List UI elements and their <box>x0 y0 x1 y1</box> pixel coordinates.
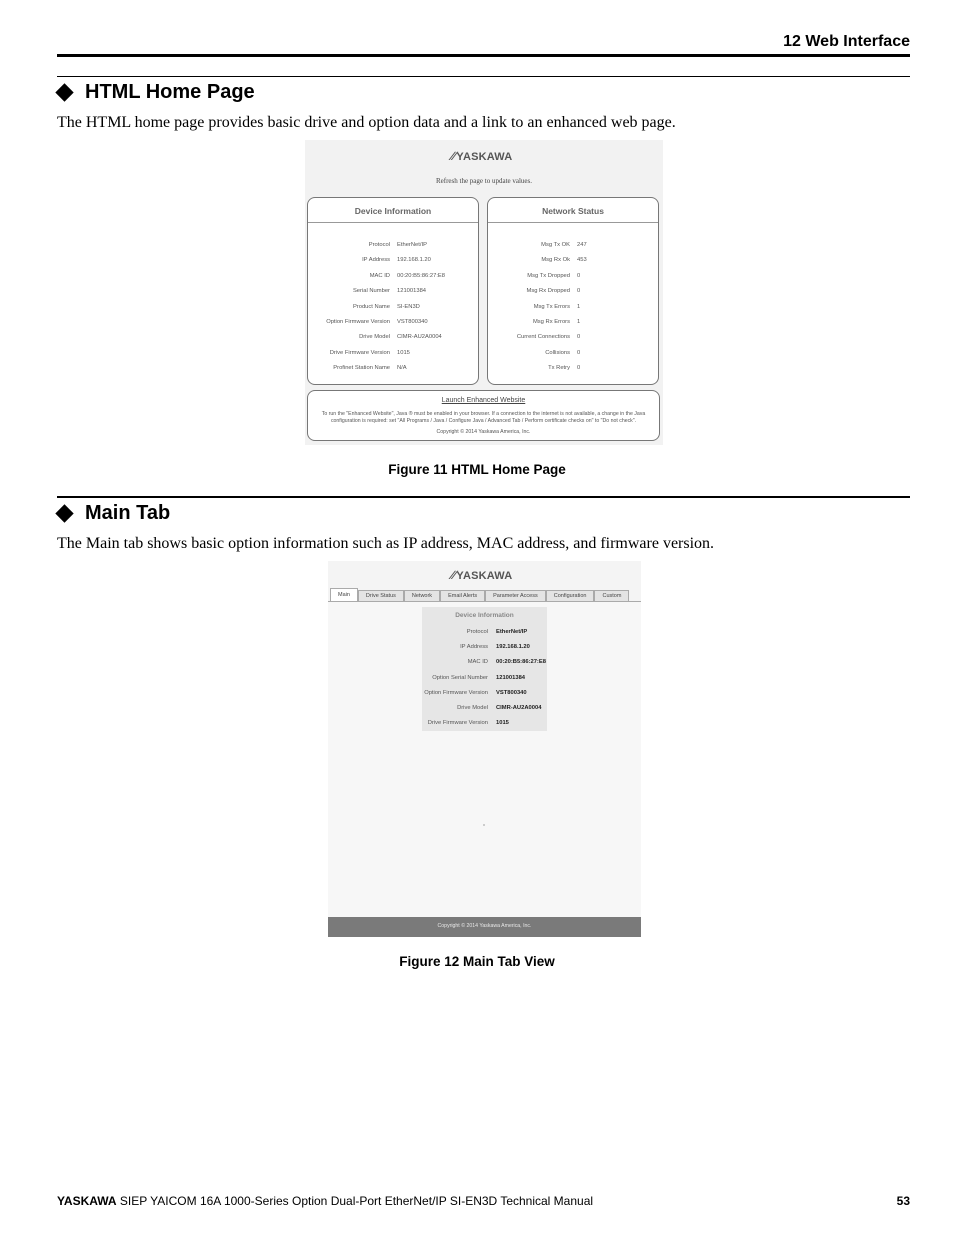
info-value: 00:20:B5:86:27:E8 <box>496 659 546 666</box>
info-row <box>308 350 478 358</box>
section-body: The Main tab shows basic option information such as IP address, MAC address, and firmware version. <box>57 535 715 552</box>
info-row <box>308 257 478 265</box>
info-label: Msg Tx Errors <box>533 303 570 310</box>
section-title: HTML Home Page <box>85 81 255 103</box>
info-value: 0 <box>577 334 581 341</box>
device-info-title: Device Information <box>308 198 478 223</box>
info-label: Option Firmware Version <box>424 689 488 696</box>
section-rule <box>57 76 910 77</box>
info-label: Drive Model <box>457 705 488 711</box>
info-value: 1 <box>577 303 581 310</box>
tab-email-alerts[interactable]: Email Alerts <box>440 590 485 601</box>
info-value: VST800340 <box>397 319 428 325</box>
section-rule-2 <box>57 496 910 498</box>
network-status-panel <box>487 197 659 385</box>
info-label: Serial Number <box>352 288 390 295</box>
yaskawa-logo: ∕∕YASKAWA <box>451 149 513 163</box>
tab-drive-status[interactable]: Drive Status <box>358 590 404 601</box>
info-row <box>308 319 478 327</box>
launch-panel <box>307 390 660 441</box>
info-value: VST800340 <box>496 689 527 696</box>
info-label: Current Connections <box>516 334 570 341</box>
tab-custom[interactable]: Custom <box>594 590 629 601</box>
copyright-text: Copyright © 2014 Yaskawa America, Inc. <box>436 429 531 435</box>
info-value: 121001384 <box>496 674 526 681</box>
device-info-title: Device Information <box>455 612 514 619</box>
tab-main[interactable]: Main <box>330 588 358 601</box>
info-row <box>308 365 478 373</box>
figure-11-caption: Figure 11 HTML Home Page <box>388 462 566 477</box>
info-label: Product Name <box>352 303 390 310</box>
info-value: 0 <box>577 288 581 295</box>
diamond-bullet-icon <box>55 83 73 101</box>
header-rule <box>57 54 910 57</box>
info-value: CIMR-AU2A0004 <box>397 334 442 341</box>
diamond-bullet-icon <box>55 504 73 522</box>
info-label: Tx Retry <box>548 365 570 372</box>
info-label: Drive Firmware Version <box>329 349 390 356</box>
info-row <box>488 365 658 373</box>
info-row <box>488 319 658 327</box>
network-status-title: Network Status <box>488 198 658 223</box>
section-title: Main Tab <box>85 502 171 524</box>
tab-bar <box>330 590 629 601</box>
info-row <box>488 273 658 281</box>
info-row <box>308 273 478 281</box>
info-row <box>422 705 547 713</box>
info-row <box>422 690 547 698</box>
info-value: 192.168.1.20 <box>397 257 431 264</box>
section-heading-html-home <box>57 81 255 104</box>
page-number: 53 <box>896 1194 910 1208</box>
device-info-panel <box>307 197 479 385</box>
info-value: 121001384 <box>397 288 427 295</box>
info-row <box>422 644 547 652</box>
yaskawa-logo: ∕∕YASKAWA <box>451 568 513 582</box>
copyright-text: Copyright © 2014 Yaskawa America, Inc. <box>437 923 532 929</box>
info-value: N/A <box>397 365 407 372</box>
info-label: Protocol <box>368 242 390 248</box>
java-note-line-1: To run the "Enhanced Website", Java ® must be enabled in your browser. If a connection to the internet is not available, a change in the Java <box>321 411 646 417</box>
section-body: The HTML home page provides basic drive and option data and a link to an enhanced web page. <box>57 114 676 131</box>
page-footer-bar <box>328 917 641 937</box>
info-label: Drive Model <box>359 334 390 341</box>
info-label: Profinet Station Name <box>333 365 390 372</box>
info-label: Msg Rx Dropped <box>526 288 570 295</box>
info-label: IP Address <box>460 644 488 651</box>
figure-main-tab-view <box>328 561 641 937</box>
info-value: 247 <box>577 242 587 248</box>
info-label: Option Firmware Version <box>326 319 390 325</box>
info-value: 192.168.1.20 <box>496 644 530 651</box>
info-row <box>308 334 478 342</box>
info-label: MAC ID <box>369 272 390 279</box>
footer-brand: YASKAWA <box>57 1194 117 1208</box>
info-label: Msg Rx Errors <box>532 319 570 325</box>
chapter-heading: 12 Web Interface <box>783 33 910 50</box>
info-row <box>422 675 547 683</box>
info-label: Msg Tx OK <box>541 242 570 248</box>
refresh-note: Refresh the page to update values. <box>435 177 533 185</box>
info-row <box>488 350 658 358</box>
info-row <box>422 720 547 728</box>
loading-dot <box>483 824 485 826</box>
yaskawa-mark-icon: ∕∕ <box>451 149 456 163</box>
info-row <box>422 629 547 637</box>
info-value: 0 <box>577 365 581 372</box>
info-label: MAC ID <box>467 659 488 666</box>
info-row <box>488 242 658 250</box>
info-row <box>308 304 478 312</box>
info-row <box>422 659 547 667</box>
launch-enhanced-website-link[interactable]: Launch Enhanced Website <box>441 397 526 404</box>
info-value: 1 <box>577 319 581 325</box>
info-value: 00:20:B5:86:27:E8 <box>397 272 446 279</box>
info-row <box>308 242 478 250</box>
tab-parameter-access[interactable]: Parameter Access <box>485 590 546 601</box>
section-heading-main-tab <box>57 502 170 525</box>
info-value: CIMR-AU2A0004 <box>496 705 542 711</box>
info-label: Drive Firmware Version <box>427 720 488 727</box>
info-label: Msg Tx Dropped <box>527 272 570 279</box>
info-value: 1015 <box>397 349 410 356</box>
info-label: Collisions <box>545 349 570 356</box>
info-row <box>488 257 658 265</box>
info-row <box>488 304 658 312</box>
info-value: EtherNet/IP <box>397 242 427 248</box>
info-value: EtherNet/IP <box>496 629 528 635</box>
device-info-box <box>422 607 547 731</box>
info-value: SI-EN3D <box>397 303 420 310</box>
yaskawa-mark-icon: ∕∕ <box>451 568 456 582</box>
info-row <box>488 334 658 342</box>
footer-text: SIEP YAICOM 16A 1000-Series Option Dual-Port EtherNet/IP SI-EN3D Technical Manual <box>116 1194 594 1208</box>
info-row <box>308 288 478 296</box>
tab-configuration[interactable]: Configuration <box>546 590 595 601</box>
figure-html-home-page <box>305 140 663 445</box>
tab-content <box>328 601 641 918</box>
info-row <box>488 288 658 296</box>
java-note-line-2: configuration is required: set "All Programs / Java / Configure Java / Advanced Tab / Perform certificate checks on" to "Do not check". <box>330 418 637 424</box>
info-label: IP Address <box>362 257 390 264</box>
page-footer <box>57 1194 593 1208</box>
tab-network[interactable]: Network <box>404 590 440 601</box>
figure-12-caption: Figure 12 Main Tab View <box>399 954 555 969</box>
info-label: Protocol <box>466 629 488 635</box>
info-label: Option Serial Number <box>432 674 488 681</box>
info-value: 0 <box>577 349 581 356</box>
info-value: 0 <box>577 272 581 279</box>
info-label: Msg Rx Ok <box>541 257 570 264</box>
info-value: 1015 <box>496 720 509 727</box>
info-value: 453 <box>577 257 587 264</box>
